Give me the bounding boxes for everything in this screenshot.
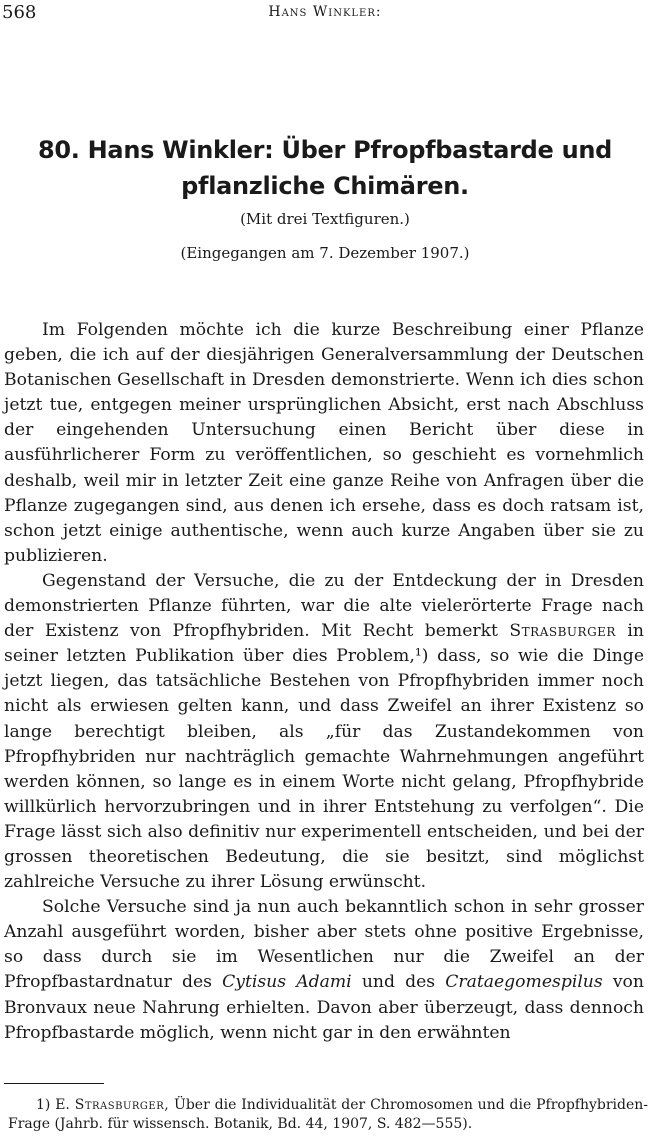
text-run: Solche Versuche sind ja nun auch bekanntlich schon in sehr grosser Anzahl ausgeführt worden, bisher aber stets ohne positive Ergebnisse, so dass durch sie im Wesentlichen nur die Zweifel an der Pfropfbastardnatur des [4,897,644,993]
text-run: Gegenstand der Versuche, die zu der Entdeckung der in Dresden demonstrierten Pflanze führten, war die alte vielerörterte Frage nach der Existenz von Pfropfhybriden. Mit Recht bemerkt [4,570,644,642]
article-title: 80. Hans Winkler: Über Pfropfbastarde und pflanzliche Chimären. [37,136,613,200]
paragraph [4,895,644,1046]
footnote-text: Über die Individualität der Chromosomen und die Pfropfhybriden-Frage (Jahrb. für wissensch. Botanik, Bd. 44, 1907, S. 482—555). [8,1097,649,1132]
paragraph [4,569,644,895]
figure-note: (Mit drei Textfiguren.) [240,210,410,228]
page-number: 568 [2,2,37,23]
species-name: Cytisus Adami [222,972,352,993]
footnote [8,1096,648,1134]
species-name: Crataegomespilus [445,972,603,993]
footnote-divider [4,1083,104,1084]
text-run: von Bronvaux neue Nahrung erhielten. Davon aber überzeugt, dass dennoch Pfropfbastarde möglich, wenn nicht gar in den erwähnten [4,972,644,1043]
paragraph: Im Folgenden möchte ich die kurze Beschreibung einer Pflanze geben, die ich auf der diesjährigen Generalversammlung der Deutschen Botanischen Gesellschaft in Dresden demonstrierte. Wenn ich dies schon jetzt tue, entgegen meiner ursprünglichen Absicht, erst nach Abschluss der eingehenden Untersuchung einen Bericht über diese in ausführlicherer Form zu veröffentlichen, so geschieht es vornehmlich deshalb, weil mir in letzter Zeit eine ganze Reihe von Anfragen über die Pflanze zugegangen sind, aus denen ich ersehe, dass es doch ratsam ist, schon jetzt einige authentische, wenn auch kurze Angaben über sie zu publizieren. [4,320,644,566]
received-date: (Eingegangen am 7. Dezember 1907.) [180,244,470,262]
footnote-mark: 1) E. [36,1097,70,1113]
author-name: Strasburger [509,621,616,642]
footnote-author: Strasburger, [74,1097,170,1113]
text-run: und des [361,972,436,993]
text-run: in seiner letzten Publikation über dies Problem,¹) dass, so wie die Dinge jetzt liegen, das tatsächliche Bestehen von Pfropfhybriden immer noch nicht als erwiesen gelten kann, und dass Zweifel an ihrer Existenz so lange berechtigt bleiben, als „für das Zustandekommen von Pfropfhybriden nur nachträglich gemachte Wahrnehmungen angeführt werden können, so lange es in einem Worte nicht gelang, Pfropfhybride willkürlich hervorzubringen und in ihrer Entstehung zu verfolgen“. Die Frage lässt sich also definitiv nur experimentell entscheiden, und bei der grossen theoretischen Bedeutung, die sie besitzt, sind möglichst zahlreiche Versuche zu ihrer Lösung erwünscht. [4,621,644,893]
article-body [4,318,644,1046]
running-head: Hans Winkler: [268,4,382,20]
